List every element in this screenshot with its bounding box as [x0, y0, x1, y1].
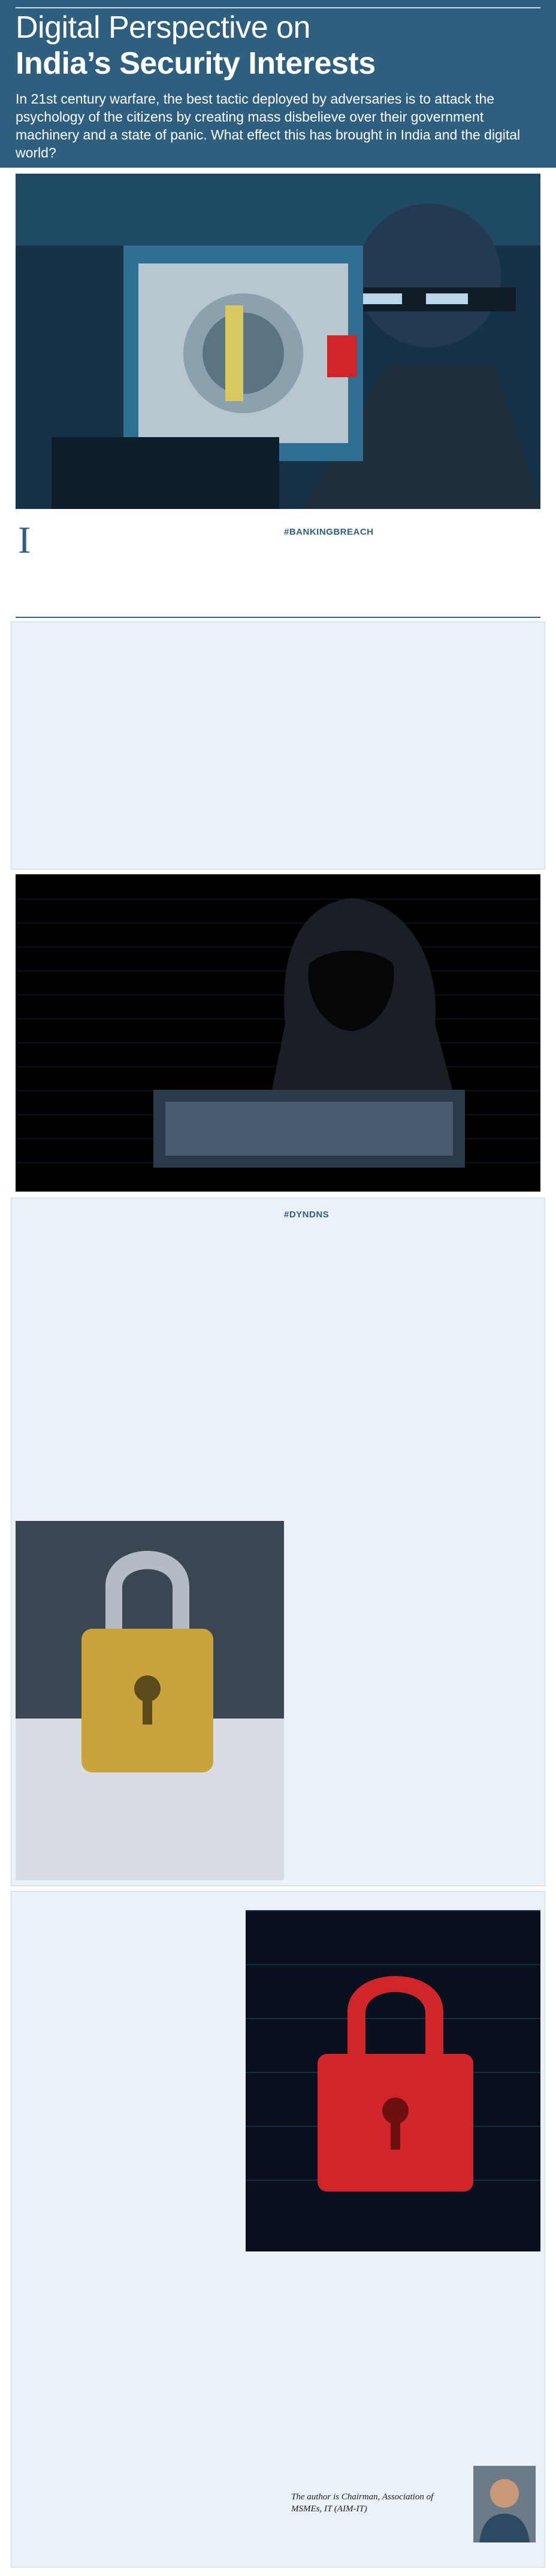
- section-heading-dyndns: #DYNDNS: [284, 1210, 330, 1220]
- drop-cap: I: [18, 519, 31, 561]
- panel-a-right-column: [284, 628, 538, 867]
- intro-left-column: [18, 521, 272, 617]
- intro-right-column: [284, 521, 538, 617]
- article-header: [0, 0, 556, 168]
- panel-c-right-column: [246, 2259, 540, 2481]
- panel-b-side-column: [292, 1520, 538, 1879]
- author-note: The author is Chairman, Association of MSMEs, IT (AIM-IT): [291, 2492, 434, 2514]
- panel-a-left-column: [18, 628, 272, 867]
- author-icon: [473, 2466, 536, 2542]
- padlock-icon: [16, 1521, 284, 1880]
- panel-b-left-column: [18, 1204, 272, 1517]
- section-heading-banking-breach: #BANKINGBREACH: [284, 527, 374, 537]
- article-title-line-2: India’s Security Interests: [16, 46, 376, 81]
- article-title: [16, 10, 540, 81]
- article-deck: In 21st century warfare, the best tactic deployed by adversaries is to attack the psychology of the citizens by creating mass disbelieve over their government machinery and a state of panic. What effect this has brought in India and the digital world?: [16, 91, 521, 160]
- panel-c-left-column: [18, 1897, 238, 2562]
- hooded-hacker-icon: [16, 874, 540, 1192]
- hacker-icon: [16, 174, 540, 509]
- panel-b-right-column: [284, 1204, 538, 1515]
- red-lock-icon: [246, 1910, 540, 2251]
- intro-divider: [16, 617, 540, 618]
- article-title-line-1: Digital Perspective on: [16, 10, 310, 45]
- header-rule: [16, 7, 540, 8]
